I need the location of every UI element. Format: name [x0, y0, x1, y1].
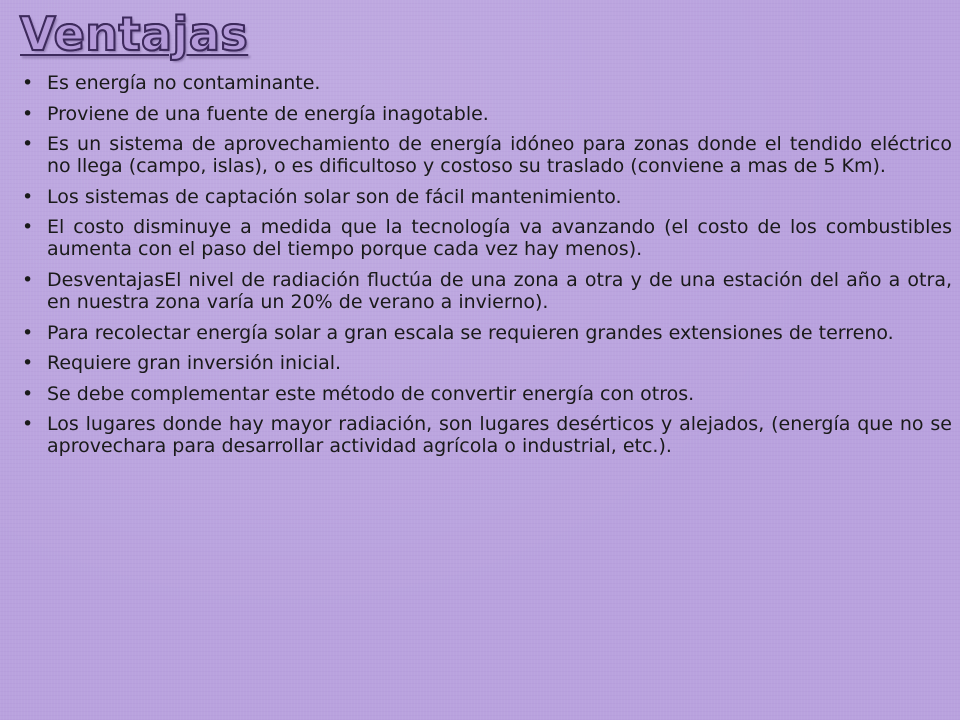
list-item-text: Los sistemas de captación solar son de fácil mantenimiento.: [47, 185, 622, 208]
bullet-list: [20, 72, 952, 466]
list-item-text: Se debe complementar este método de convertir energía con otros.: [47, 382, 695, 405]
list-item-text: Requiere gran inversión inicial.: [47, 352, 342, 375]
list-item-text: DesventajasEl nivel de radiación fluctúa de una zona a otra y de una estación del año a otra, en nuestra zona varía un 20% de verano a invierno).: [47, 268, 952, 313]
bullet-icon: •: [22, 321, 34, 344]
bullet-icon: •: [22, 102, 34, 125]
list-item: [20, 322, 952, 344]
list-item: [20, 186, 952, 208]
bullet-icon: •: [22, 382, 34, 405]
list-item: [20, 72, 952, 94]
bullet-icon: •: [22, 72, 34, 94]
list-item-text: Proviene de una fuente de energía inagotable.: [47, 102, 489, 125]
list-item-text: Es un sistema de aprovechamiento de energía idóneo para zonas donde el tendido eléctrico no llega (campo, islas), o es dificultoso y costoso su traslado (conviene a mas de 5 Km).: [47, 133, 952, 178]
bullet-icon: •: [22, 268, 34, 291]
list-item: [20, 103, 952, 125]
list-item: [20, 352, 952, 374]
bullet-icon: •: [22, 185, 34, 208]
bullet-icon: •: [22, 413, 34, 436]
bullet-icon: •: [22, 216, 34, 239]
list-item-text: Los lugares donde hay mayor radiación, son lugares desérticos y alejados, (energía que no se aprovechara para desarrollar actividad agrícola o industrial, etc.).: [47, 413, 952, 458]
list-item: [20, 269, 952, 313]
bullet-icon: •: [22, 352, 34, 375]
list-item-text: Es energía no contaminante.: [47, 72, 321, 94]
bullet-icon: •: [22, 133, 34, 156]
list-item: [20, 216, 952, 260]
list-item-text: Para recolectar energía solar a gran escala se requieren grandes extensiones de terreno.: [47, 321, 894, 344]
list-item: [20, 413, 952, 457]
list-item: [20, 383, 952, 405]
list-item-text: El costo disminuye a medida que la tecnología va avanzando (el costo de los combustibles aumenta con el paso del tiempo porque cada vez hay menos).: [47, 216, 952, 261]
list-item: [20, 133, 952, 177]
slide-title: Ventajas: [20, 7, 249, 61]
